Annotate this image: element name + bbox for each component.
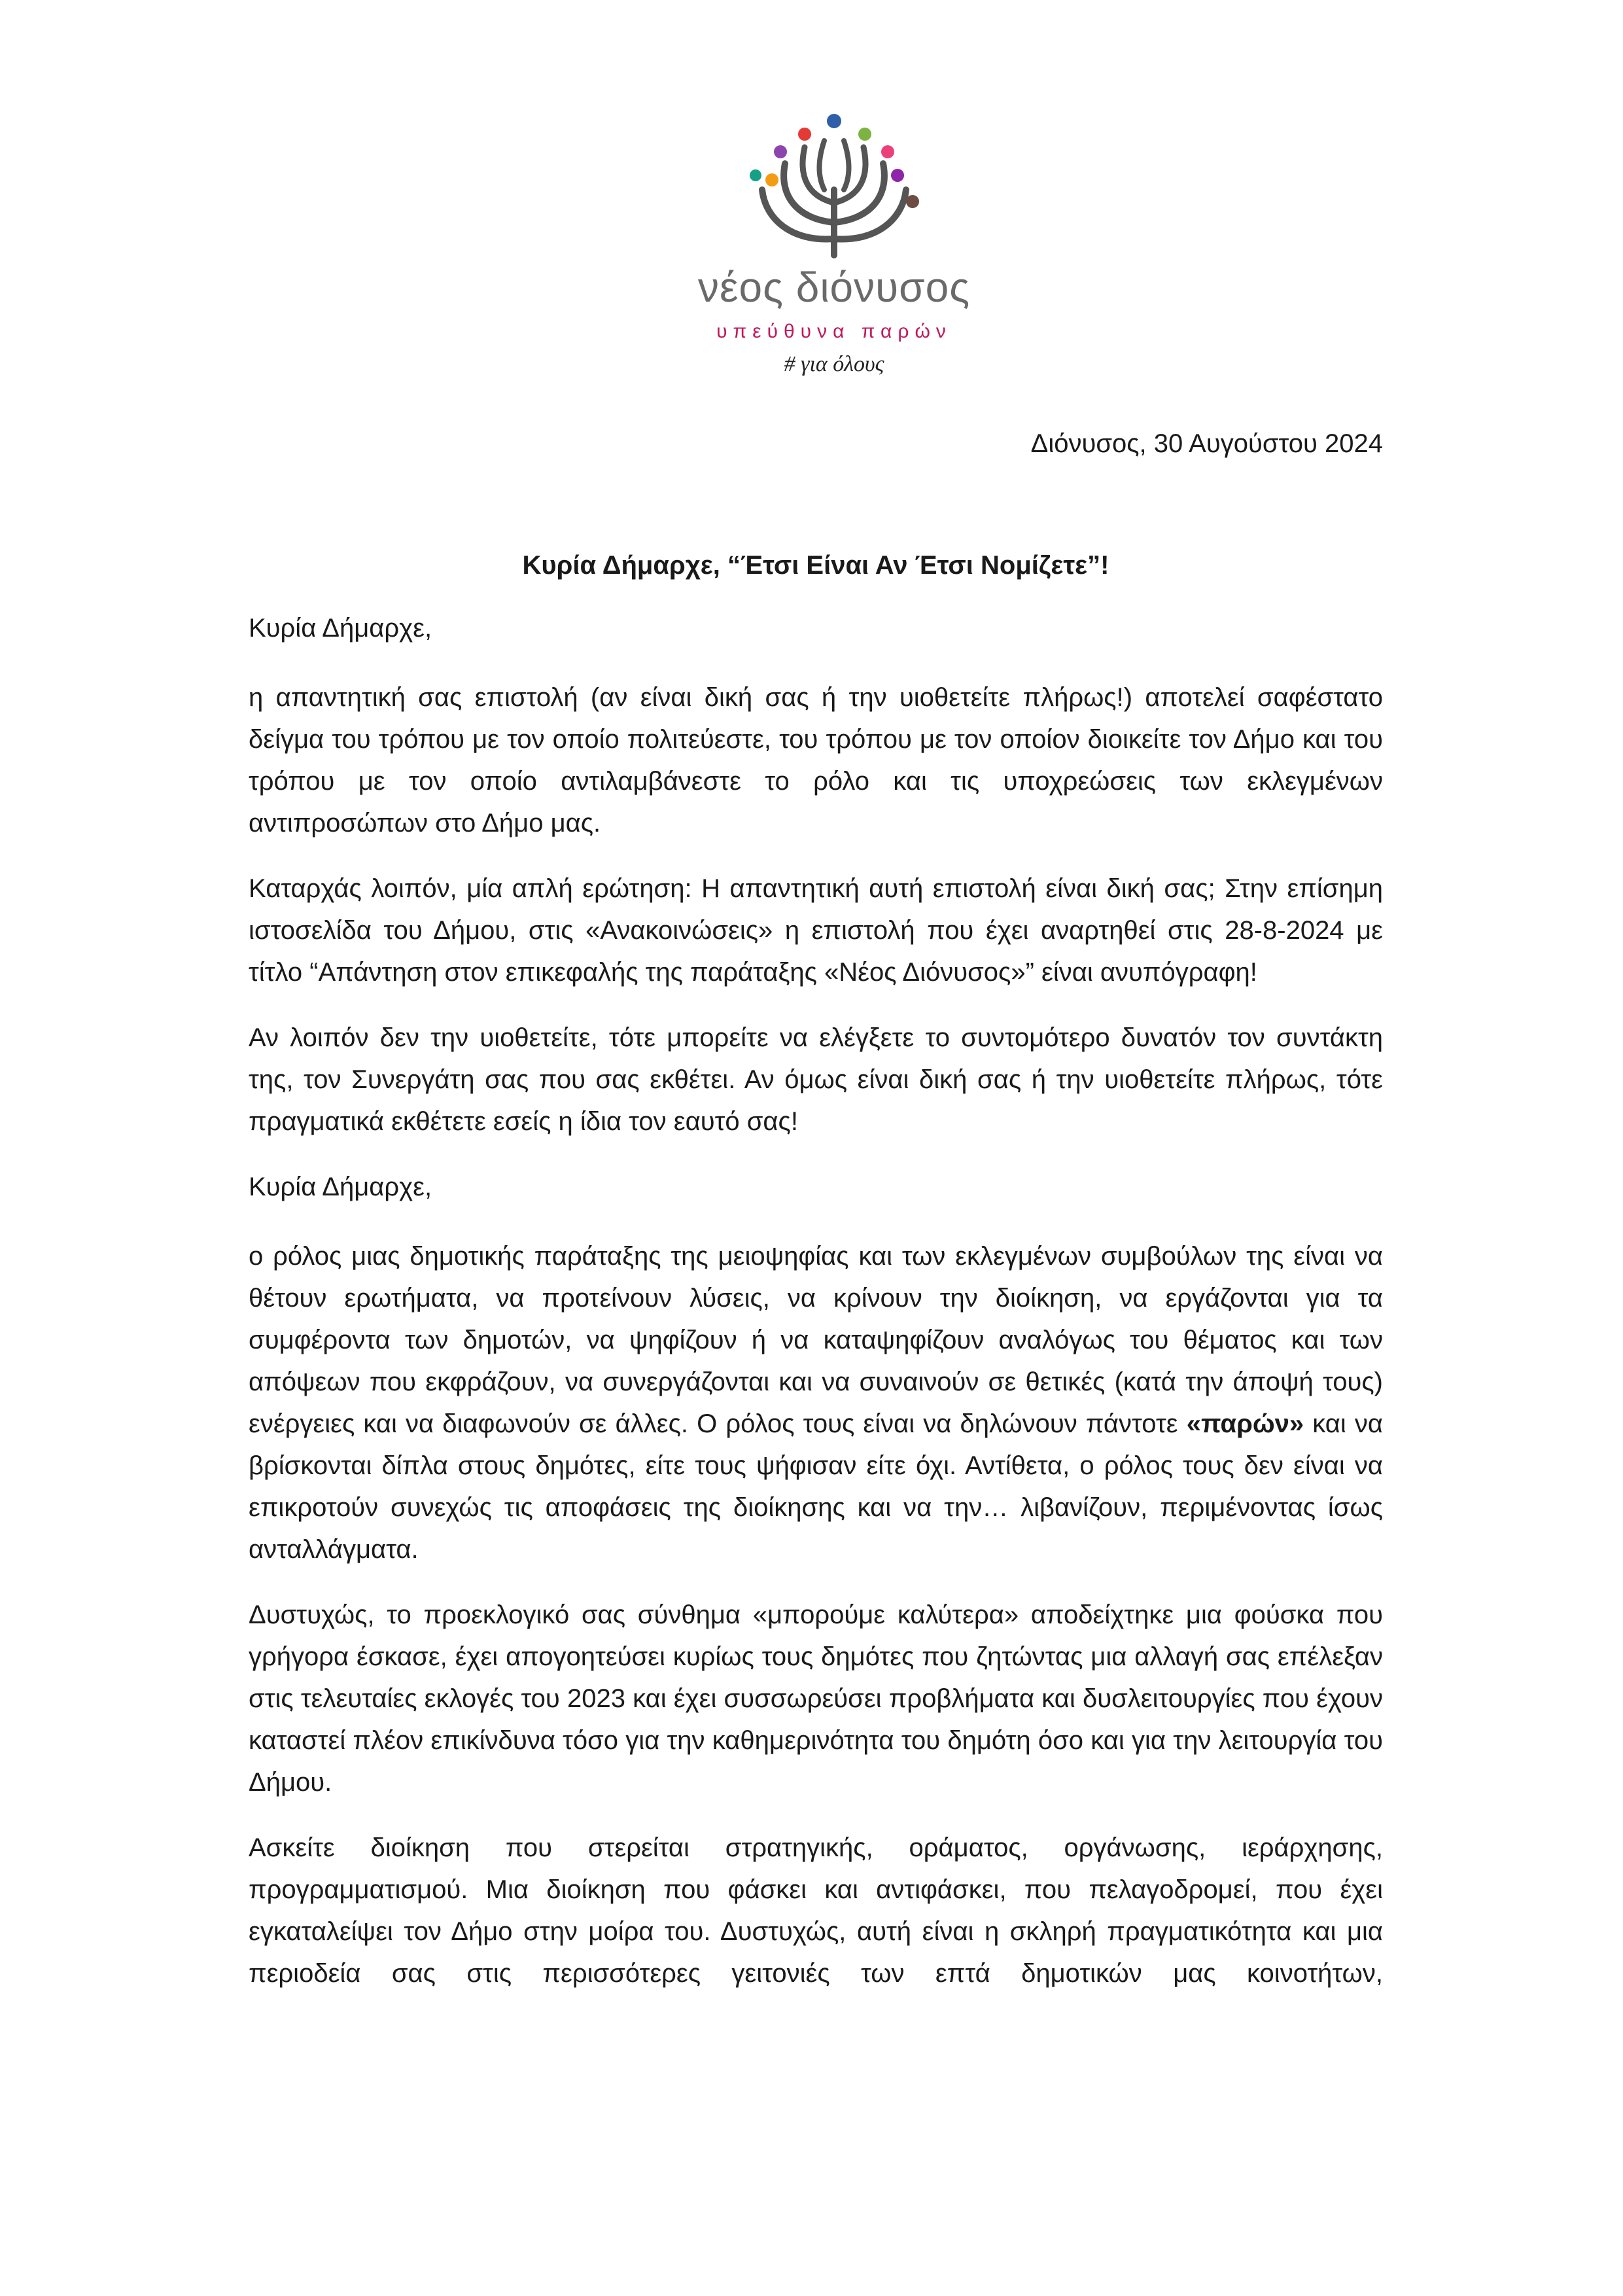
- letter-date: Διόνυσος, 30 Αυγούστου 2024: [1030, 429, 1383, 458]
- paragraph-4-emphasis: «παρών»: [1186, 1409, 1304, 1438]
- logo-name: νέος διόνυσος: [697, 264, 971, 311]
- paragraph-4-text: και να βρίσκονται δίπλα στους δημότες, είτε τους ψήφισαν είτε όχι. Αντίθετα, ο ρόλος τους δεν είναι να επικροτούν συνεχώς τις αποφάσεις της διοίκησης και να την… λιβανίζουν, περιμένοντας ίσως ανταλλάγματα.: [249, 1409, 1383, 1564]
- paragraph-6: Ασκείτε διοίκηση που στερείται στρατηγικής, οράματος, οργάνωσης, ιεράρχησης, προγραμματισμού. Μια διοίκηση που φάσκει και αντιφάσκει, που πελαγοδρομεί, που έχει εγκαταλείψει τον Δήμο στην μοίρα του. Δυστυχώς, αυτή είναι η σκληρή πραγματικότητα και μια περιοδεία σας στις περισσότερες γειτονιές των επτά δημοτικών μας κοινοτήτων,: [249, 1833, 1383, 1988]
- logo-tagline: υπεύθυνα παρών: [716, 321, 952, 342]
- letter-title: Κυρία Δήμαρχε, “Έτσι Είναι Αν Έτσι Νομίζετε”!: [522, 551, 1109, 580]
- paragraph-5: Δυστυχώς, το προεκλογικό σας σύνθημα «μπορούμε καλύτερα» αποδείχτηκε μια φούσκα που γρήγορα έσκασε, έχει απογοητεύσει κυρίως τους δημότες που ζητώντας μια αλλαγή σας επέλεξαν στις τελευταίες εκλογές του 2023 και έχει συσσωρεύσει προβλήματα και δυσλειτουργίες που έχουν καταστεί πλέον επικίνδυνα τόσο για την καθημερινότητα του δημότη όσο και για την λειτουργία του Δήμου.: [249, 1600, 1383, 1797]
- paragraph-4-text: ο ρόλος μιας δημοτικής παράταξης της μειοψηφίας και των εκλεγμένων συμβούλων της είναι να θέτουν ερωτήματα, να προτείνουν λύσεις, να κρίνουν την διοίκηση, να εργάζονται για τα συμφέροντα των δημοτών, να ψηφίζουν ή να καταψηφίζουν αναλόγως του θέματος και των απόψεων που εκφράζουν, να συνεργάζονται και να συναινούν σε θετικές (κατά την άποψή τους) ενέργειες και να διαφωνούν σε άλλες. Ο ρόλος τους είναι να δηλώνουν πάντοτε: [249, 1242, 1383, 1438]
- party-logo: [693, 92, 975, 406]
- paragraph-4: [249, 1235, 1383, 1570]
- logo-hashtag: # για όλους: [784, 352, 884, 376]
- salutation: Κυρία Δήμαρχε,: [249, 1173, 432, 1201]
- paragraph-3: Αν λοιπόν δεν την υιοθετείτε, τότε μπορείτε να ελέγξετε το συντομότερο δυνατόν τον συντάκτη της, τον Συνεργάτη σας που σας εκθέτει. Αν όμως είναι δική σας ή την υιοθετείτε πλήρως, τότε πραγματικά εκθέτετε εσείς η ίδια τον εαυτό σας!: [249, 1023, 1383, 1136]
- paragraph-1: η απαντητική σας επιστολή (αν είναι δική σας ή την υιοθετείτε πλήρως!) αποτελεί σαφέστατο δείγμα του τρόπου με τον οποίο πολιτεύεστε, του τρόπου με τον οποίον διοικείτε τον Δήμο και του τρόπου με τον οποίο αντιλαμβάνεστε το ρόλο και τις υποχρεώσεις των εκλεγμένων αντιπροσώπων στο Δήμο μας.: [249, 683, 1383, 838]
- tree-logo-icon: [693, 92, 975, 262]
- salutation: Κυρία Δήμαρχε,: [249, 614, 432, 643]
- paragraph-2: Καταρχάς λοιπόν, μία απλή ερώτηση: Η απαντητική αυτή επιστολή είναι δική σας; Στην επίσημη ιστοσελίδα του Δήμου, στις «Ανακοινώσεις» η επιστολή που έχει αναρτηθεί στις 28-8-2024 με τίτλο “Απάντηση στον επικεφαλής της παράταξης «Νέος Διόνυσος»” είναι ανυπόγραφη!: [249, 874, 1383, 987]
- letter-body: [249, 607, 1383, 2018]
